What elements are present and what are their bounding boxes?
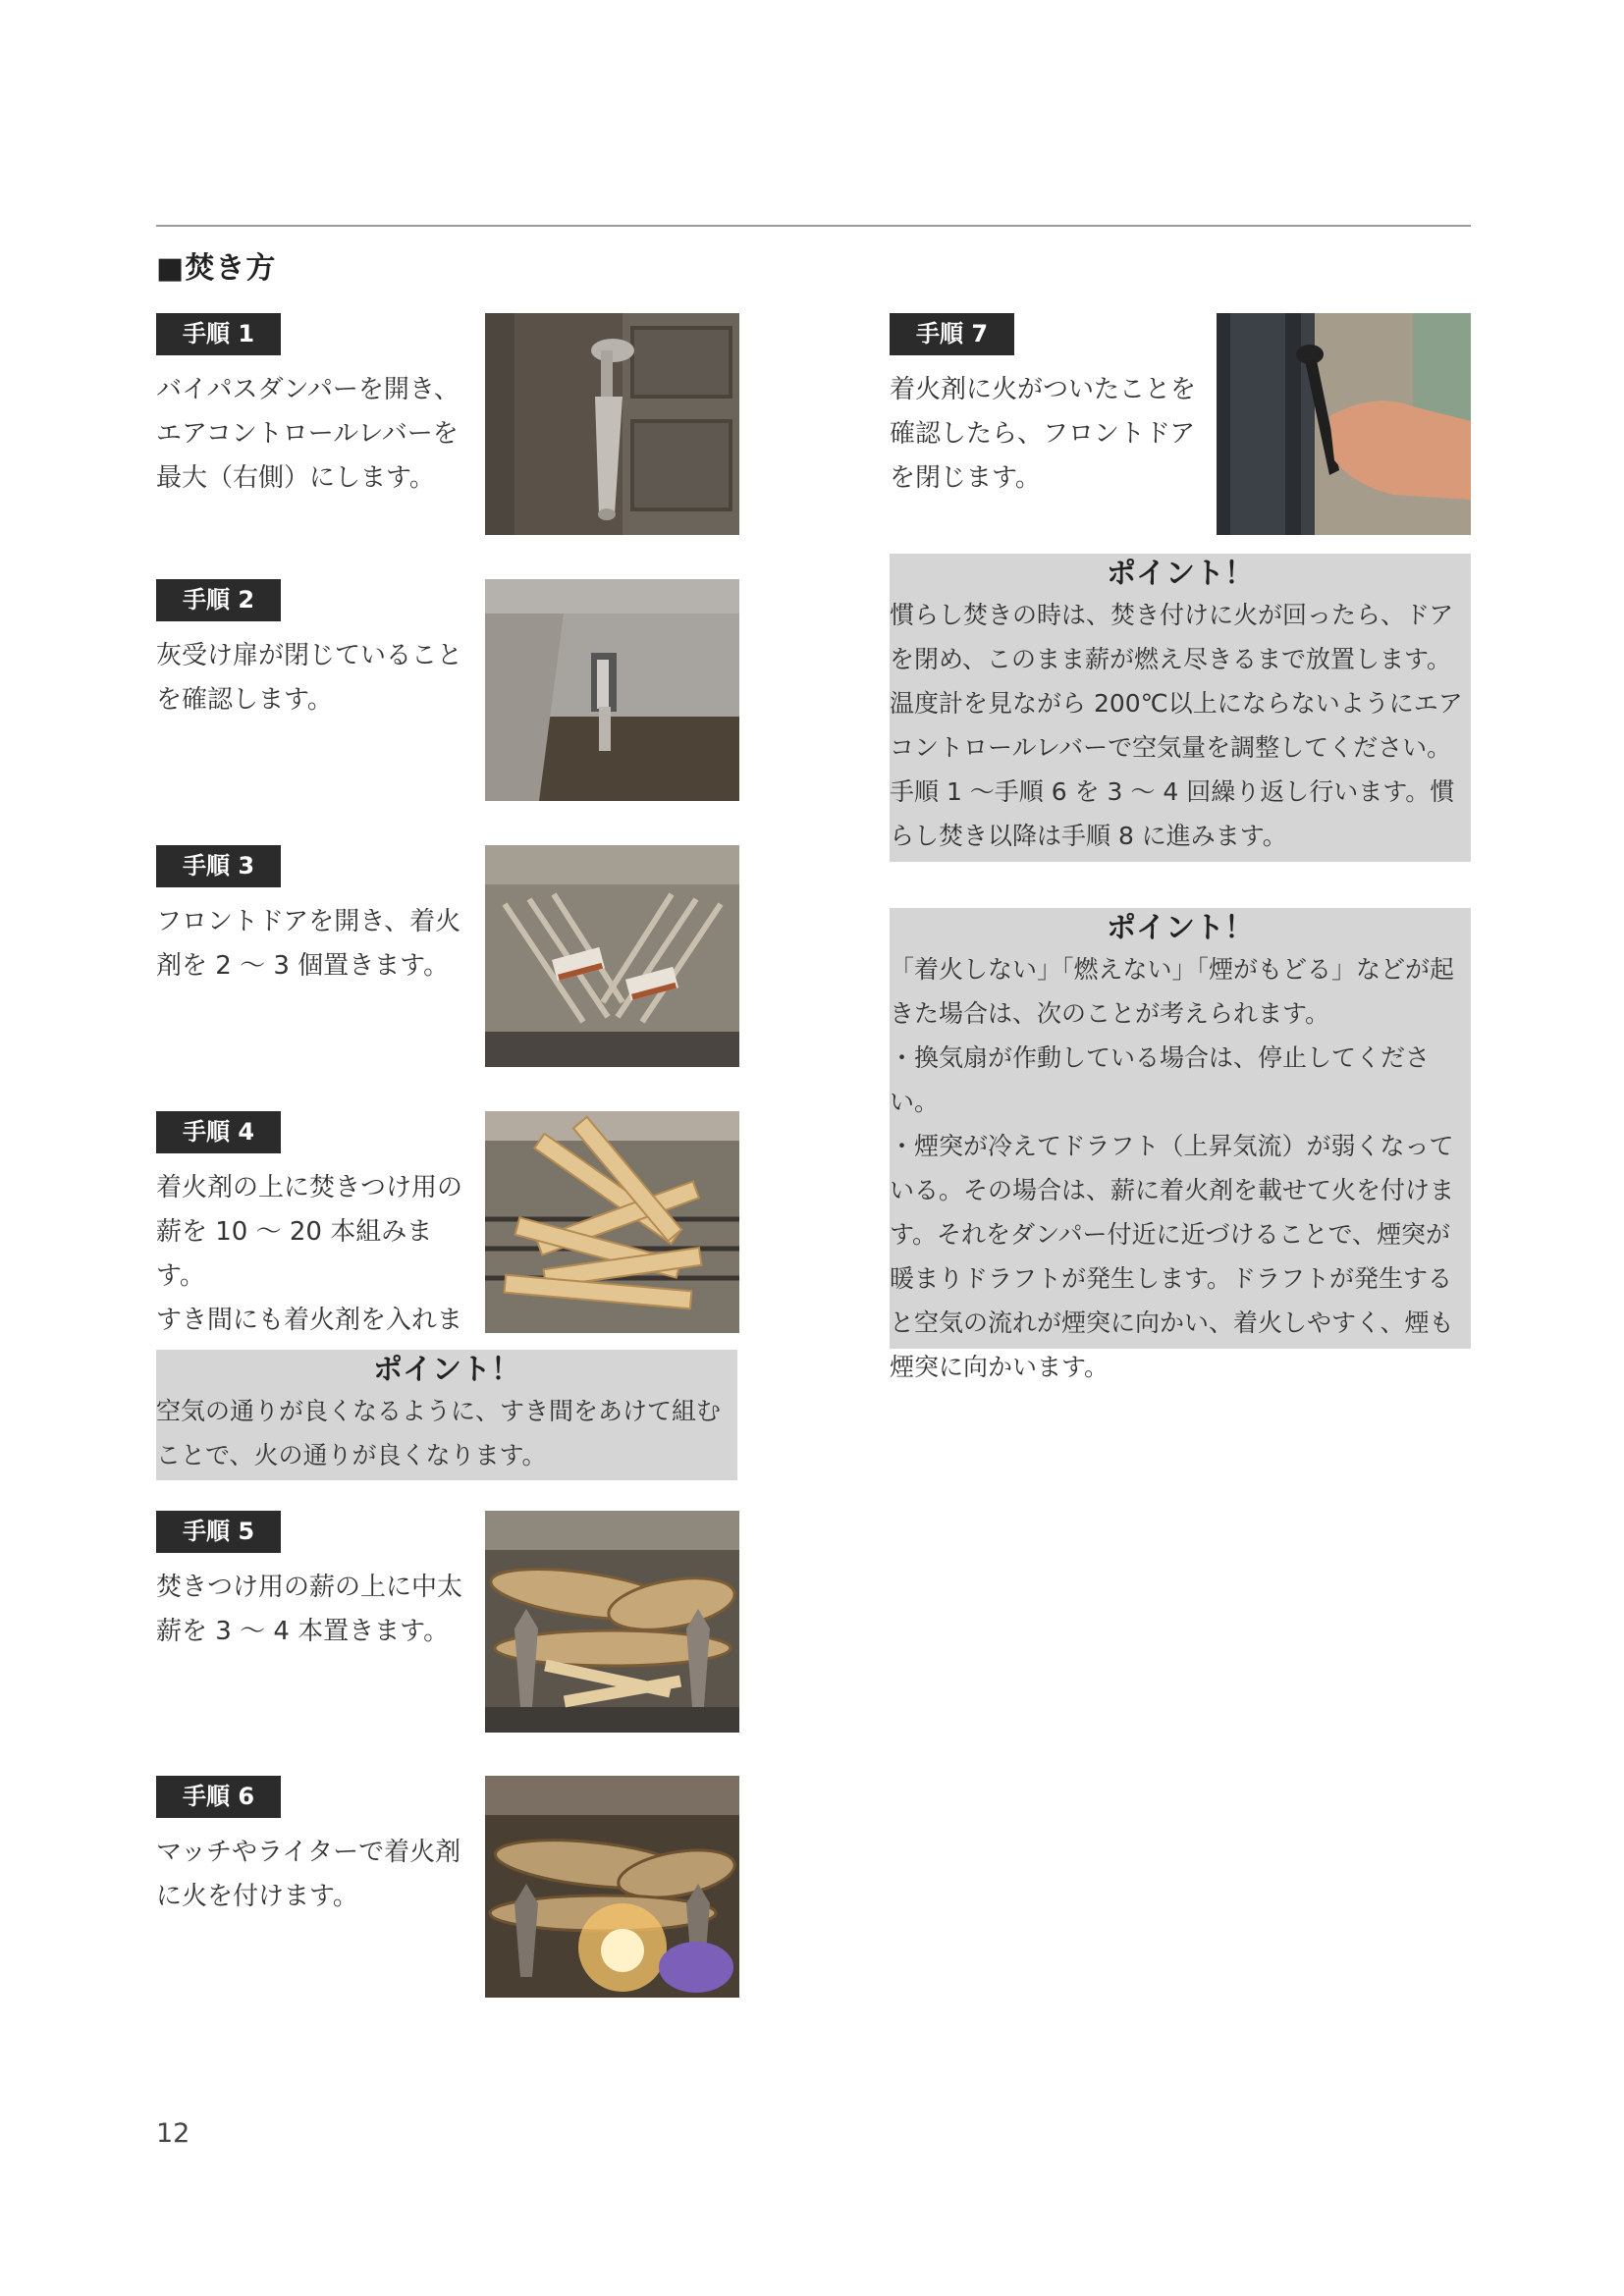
step-7-text: 着火剤に火がついたことを 確認したら、フロントドア を閉じます。 [890,375,1197,493]
logs-on-kindling-photo [485,1511,739,1733]
point-title: ポイント！ [1107,911,1254,945]
step-2-text: 灰受け扉が閉じていること を確認します。 [156,641,463,715]
point-title: ポイント！ [1107,557,1254,591]
step-6-badge: 手順 6 [156,1776,281,1818]
step-2-badge: 手順 2 [156,579,281,621]
kindling-stack-photo [485,1111,739,1333]
step-5-badge: 手順 5 [156,1511,281,1553]
point-body: 慣らし焚きの時は、焚き付けに火が回ったら、ドア を閉め、このまま薪が燃え尽きるまで放置します。 温度計を見ながら 200℃以上にならないようにエア コントロールレバーで空気量を調整してください。 手順 1 〜手順 6 を 3 〜 4 回繰り返し行います。慣 らし焚き以降は手順 8 に進みます。 [890,601,1463,850]
point-body: 空気の通りが良くなるように、すき間をあけて組む ことで、火の通りが良くなります。 [156,1397,722,1469]
point-body: 「着火しない」「燃えない」「煙がもどる」などが起 きた場合は、次のことが考えられます。 ・換気扇が作動している場合は、停止してください。 ・煙突が冷えてドラフト（上昇気流）が弱くなって いる。その場合は、薪に着火剤を載せて火を付けま す。それをダンパー付近に近づけることで、煙突が 暖まりドラフトが発生します。ドラフトが発生する と空気の流れが煙突に向かい、着火しやすく、煙も 煙突に向かいます。 [890,955,1455,1381]
ash-pan-door-photo [485,579,739,801]
point-box-break-in [890,554,1471,862]
page-number: 12 [156,2118,190,2149]
point-box-kindling [156,1350,737,1480]
point-title: ポイント！ [373,1353,520,1387]
step-4-badge: 手順 4 [156,1111,281,1153]
closing-front-door-photo [1217,313,1471,535]
air-control-lever-photo [485,313,739,535]
step-1-text: バイパスダンパーを開き、 エアコントロールレバーを 最大（右側）にします。 [156,375,460,493]
step-3-text: フロントドアを開き、着火 剤を 2 〜 3 個置きます。 [156,907,461,981]
step-7-badge: 手順 7 [890,313,1014,355]
lighting-fire-photo [485,1776,739,1998]
point-box-troubleshooting [890,908,1471,1381]
step-5-text: 焚きつけ用の薪の上に中太 薪を 3 〜 4 本置きます。 [156,1573,463,1646]
fire-starters-on-grate-photo [485,845,739,1067]
step-1-badge: 手順 1 [156,313,281,355]
step-3-badge: 手順 3 [156,845,281,887]
step-4-text: 着火剤の上に焚きつけ用の 薪を 10 〜 20 本組みます。 すき間にも着火剤を入れま [156,1173,463,1335]
step-6-text: マッチやライターで着火剤 に火を付けます。 [156,1838,461,1911]
section-title: ■焚き方 [156,251,277,286]
header-rule [156,225,1471,227]
